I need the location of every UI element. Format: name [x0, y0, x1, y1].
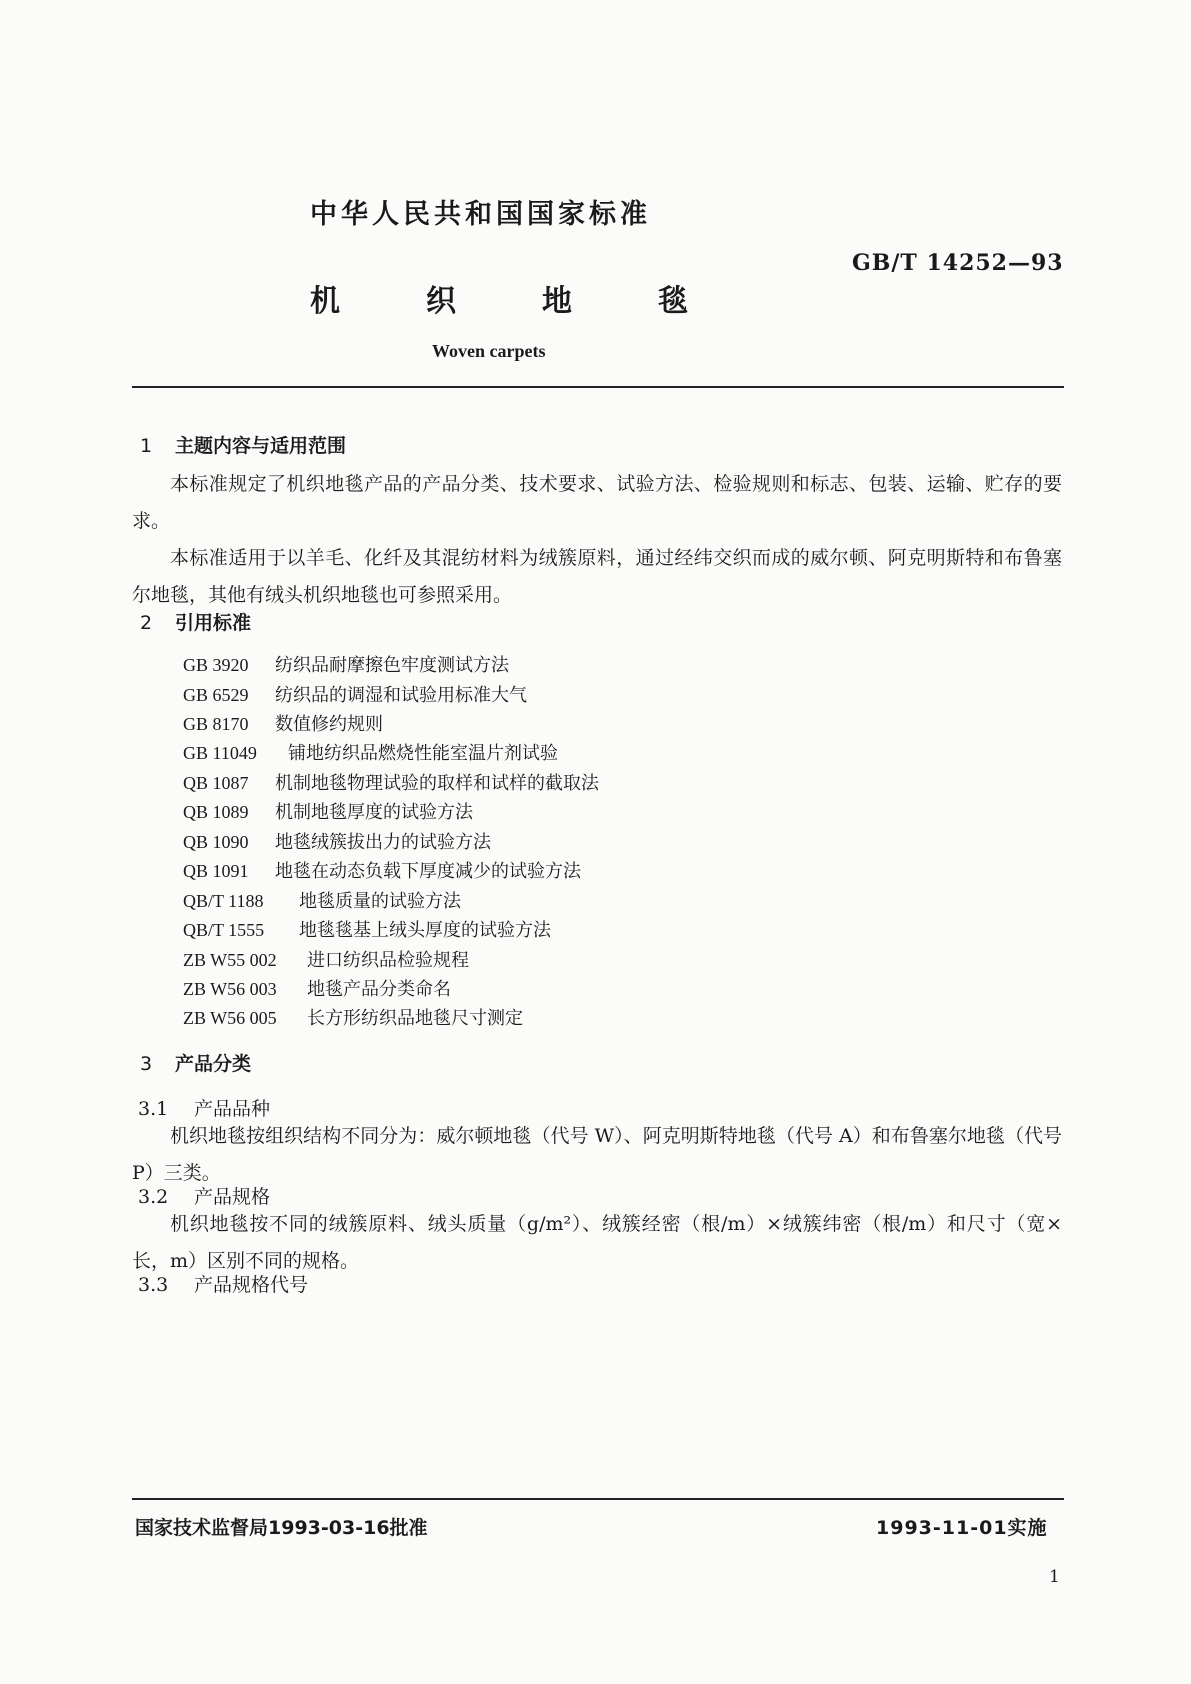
standard-number: GB/T 14252—93 [852, 250, 1064, 276]
subsection-title: 产品品种 [194, 1098, 271, 1120]
reference-name: 进口纺织品检验规程 [307, 950, 469, 971]
section-1-heading [140, 431, 346, 458]
footer-divider [132, 1498, 1064, 1500]
reference-code: GB 11049 [183, 743, 257, 763]
reference-code: ZB W56 003 [183, 979, 277, 999]
reference-item [183, 769, 599, 795]
reference-item [183, 975, 451, 1001]
national-standard-heading: 中华人民共和国国家标准 [310, 199, 651, 230]
title-char: 地 [542, 284, 572, 319]
reference-item [183, 946, 469, 972]
section-number: 2 [140, 612, 153, 634]
subsection-3-1-heading [138, 1094, 270, 1121]
reference-code: QB/T 1188 [183, 891, 264, 911]
page-number: 1 [1049, 1567, 1060, 1587]
subsection-number: 3.1 [138, 1098, 169, 1120]
reference-name: 机制地毯厚度的试验方法 [275, 802, 473, 823]
subsection-number: 3.2 [138, 1186, 169, 1208]
reference-item [183, 681, 527, 707]
subsection-number: 3.3 [138, 1274, 169, 1296]
reference-item [183, 828, 491, 854]
reference-name: 长方形纺织品地毯尺寸测定 [307, 1008, 523, 1029]
reference-code: QB/T 1555 [183, 920, 265, 940]
reference-name: 纺织品耐摩擦色牢度测试方法 [275, 655, 509, 676]
reference-name: 地毯绒簇拔出力的试验方法 [275, 832, 491, 853]
subsection-3-2-text: 机织地毯按不同的绒簇原料、绒头质量（g/m²）、绒簇经密（根/m）×绒簇纬密（根/m）和尺寸（宽×长，m）区别不同的规格。 [132, 1213, 1062, 1272]
english-title: Woven carpets [432, 341, 546, 361]
section-number: 1 [140, 435, 153, 457]
reference-name: 纺织品的调湿和试验用标准大气 [275, 685, 527, 706]
reference-name: 地毯质量的试验方法 [299, 891, 461, 912]
reference-name: 机制地毯物理试验的取样和试样的截取法 [275, 773, 599, 794]
title-char: 机 [310, 284, 340, 319]
reference-code: QB 1091 [183, 861, 249, 881]
reference-name: 地毯毯基上绒头厚度的试验方法 [299, 920, 551, 941]
header-divider [132, 386, 1064, 388]
reference-code: GB 8170 [183, 714, 249, 734]
document-title [310, 276, 774, 320]
reference-name: 铺地纺织品燃烧性能室温片剂试验 [288, 743, 558, 764]
section-1-paragraph-1: 本标准规定了机织地毯产品的产品分类、技术要求、试验方法、检验规则和标志、包装、运输、贮存的要求。 [132, 473, 1062, 532]
reference-item [183, 857, 581, 883]
reference-item [183, 651, 509, 677]
section-3-heading [140, 1049, 251, 1076]
section-title: 产品分类 [175, 1053, 252, 1075]
title-char: 织 [426, 284, 456, 319]
subsection-title: 产品规格 [194, 1186, 271, 1208]
reference-code: GB 6529 [183, 685, 249, 705]
reference-item [183, 916, 551, 942]
subsection-title: 产品规格代号 [194, 1274, 309, 1296]
reference-name: 数值修约规则 [275, 714, 383, 735]
reference-code: ZB W56 005 [183, 1008, 277, 1028]
reference-item [183, 887, 461, 913]
section-number: 3 [140, 1053, 153, 1075]
reference-name: 地毯在动态负载下厚度减少的试验方法 [275, 861, 581, 882]
section-1-paragraph-2: 本标准适用于以羊毛、化纤及其混纺材料为绒簇原料，通过经纬交织而成的威尔顿、阿克明斯特和布鲁塞尔地毯，其他有绒头机织地毯也可参照采用。 [132, 547, 1062, 606]
effective-date: 1993-11-01实施 [876, 1517, 1048, 1539]
reference-item [183, 798, 473, 824]
subsection-3-1-text: 机织地毯按组织结构不同分为：威尔顿地毯（代号 W）、阿克明斯特地毯（代号 A）和布鲁塞尔地毯（代号 P）三类。 [132, 1125, 1062, 1184]
title-char: 毯 [658, 284, 688, 319]
reference-code: GB 3920 [183, 655, 249, 675]
reference-item [183, 710, 383, 736]
reference-code: QB 1087 [183, 773, 249, 793]
reference-item [183, 739, 558, 765]
subsection-3-3-heading [138, 1270, 308, 1297]
subsection-3-2-heading [138, 1182, 270, 1209]
reference-code: ZB W55 002 [183, 950, 277, 970]
reference-name: 地毯产品分类命名 [307, 979, 451, 1000]
reference-item [183, 1004, 523, 1030]
approval-date: 国家技术监督局1993-03-16批准 [135, 1517, 428, 1539]
section-2-heading [140, 608, 251, 635]
section-title: 主题内容与适用范围 [175, 435, 347, 457]
section-title: 引用标准 [175, 612, 252, 634]
reference-code: QB 1089 [183, 802, 249, 822]
reference-code: QB 1090 [183, 832, 249, 852]
